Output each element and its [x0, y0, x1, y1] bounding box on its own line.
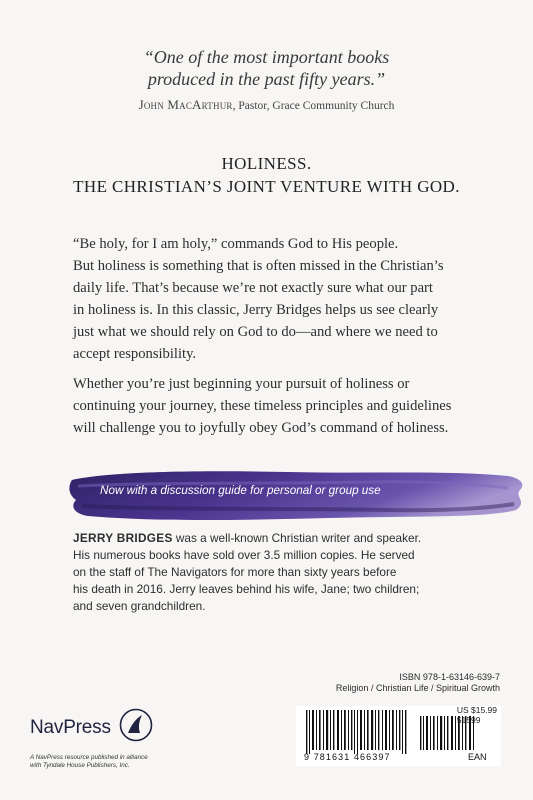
- paragraph-line: Whether you’re just beginning your pursuit of holiness or: [73, 376, 410, 392]
- author-bio: [73, 530, 493, 615]
- publisher-note-line: with Tyndale House Publishers, Inc.: [30, 762, 130, 769]
- paragraph-line: in holiness is. In this classic, Jerry Bridges helps us see clearly: [73, 302, 439, 318]
- paragraph-line: continuing your journey, these timeless principles and guidelines: [73, 398, 452, 414]
- bio-author-name: JERRY BRIDGES: [73, 531, 173, 545]
- barcode-digits: 9 781631 466397: [304, 752, 391, 762]
- description-paragraph-2: [73, 373, 493, 439]
- endorser-role: , Pastor, Grace Community Church: [232, 100, 395, 112]
- paragraph-line: will challenge you to joyfully obey God’s command of holiness.: [73, 420, 449, 436]
- headline: [30, 152, 503, 198]
- description-paragraph-1: [73, 233, 493, 365]
- barcode: [296, 706, 501, 766]
- bio-line: and seven grandchildren.: [73, 599, 206, 613]
- bio-line: his death in 2016. Jerry leaves behind his wife, Jane; two children;: [73, 582, 420, 596]
- endorsement-attribution: [40, 97, 493, 113]
- paragraph-line: daily life. That’s because we’re not exactly sure what our part: [73, 280, 433, 296]
- endorser-name: John MacArthur: [138, 97, 233, 112]
- price-code: 51599: [456, 715, 481, 725]
- bio-first-line: was a well-known Christian writer and speaker.: [172, 531, 422, 545]
- publisher-note: [30, 754, 180, 770]
- headline-line-1: HOLINESS.: [221, 154, 312, 173]
- paragraph-line: accept responsibility.: [73, 346, 197, 362]
- publisher-note-line: A NavPress resource published in alliance: [30, 754, 148, 761]
- headline-line-2: THE CHRISTIAN’S JOINT VENTURE WITH GOD.: [73, 177, 460, 196]
- paragraph-line: “Be holy, for I am holy,” commands God to His people.: [73, 236, 399, 252]
- quote-line: “One of the most important books: [143, 47, 390, 67]
- quote-line: produced in the past fifty years.”: [147, 69, 386, 89]
- bio-line: on the staff of The Navigators for more than sixty years before: [73, 565, 397, 579]
- barcode-type: EAN: [468, 752, 487, 762]
- navpress-sail-icon: [119, 708, 153, 742]
- isbn-block: [300, 672, 500, 694]
- endorsement-quote: [60, 46, 473, 90]
- paragraph-line: just what we should rely on God to do—and where we need to: [73, 324, 438, 340]
- category: Religion / Christian Life / Spiritual Growth: [335, 683, 500, 693]
- paragraph-line: But holiness is something that is often missed in the Christian’s: [73, 258, 444, 274]
- isbn: ISBN 978-1-63146-639-7: [399, 672, 500, 682]
- discussion-guide-banner: [68, 466, 530, 524]
- price-block: [457, 705, 497, 725]
- banner-text: Now with a discussion guide for personal or group use: [100, 484, 381, 497]
- bio-line: His numerous books have sold over 3.5 million copies. He served: [73, 548, 415, 562]
- price: US $15.99: [456, 705, 497, 715]
- publisher-name: NavPress: [30, 717, 111, 738]
